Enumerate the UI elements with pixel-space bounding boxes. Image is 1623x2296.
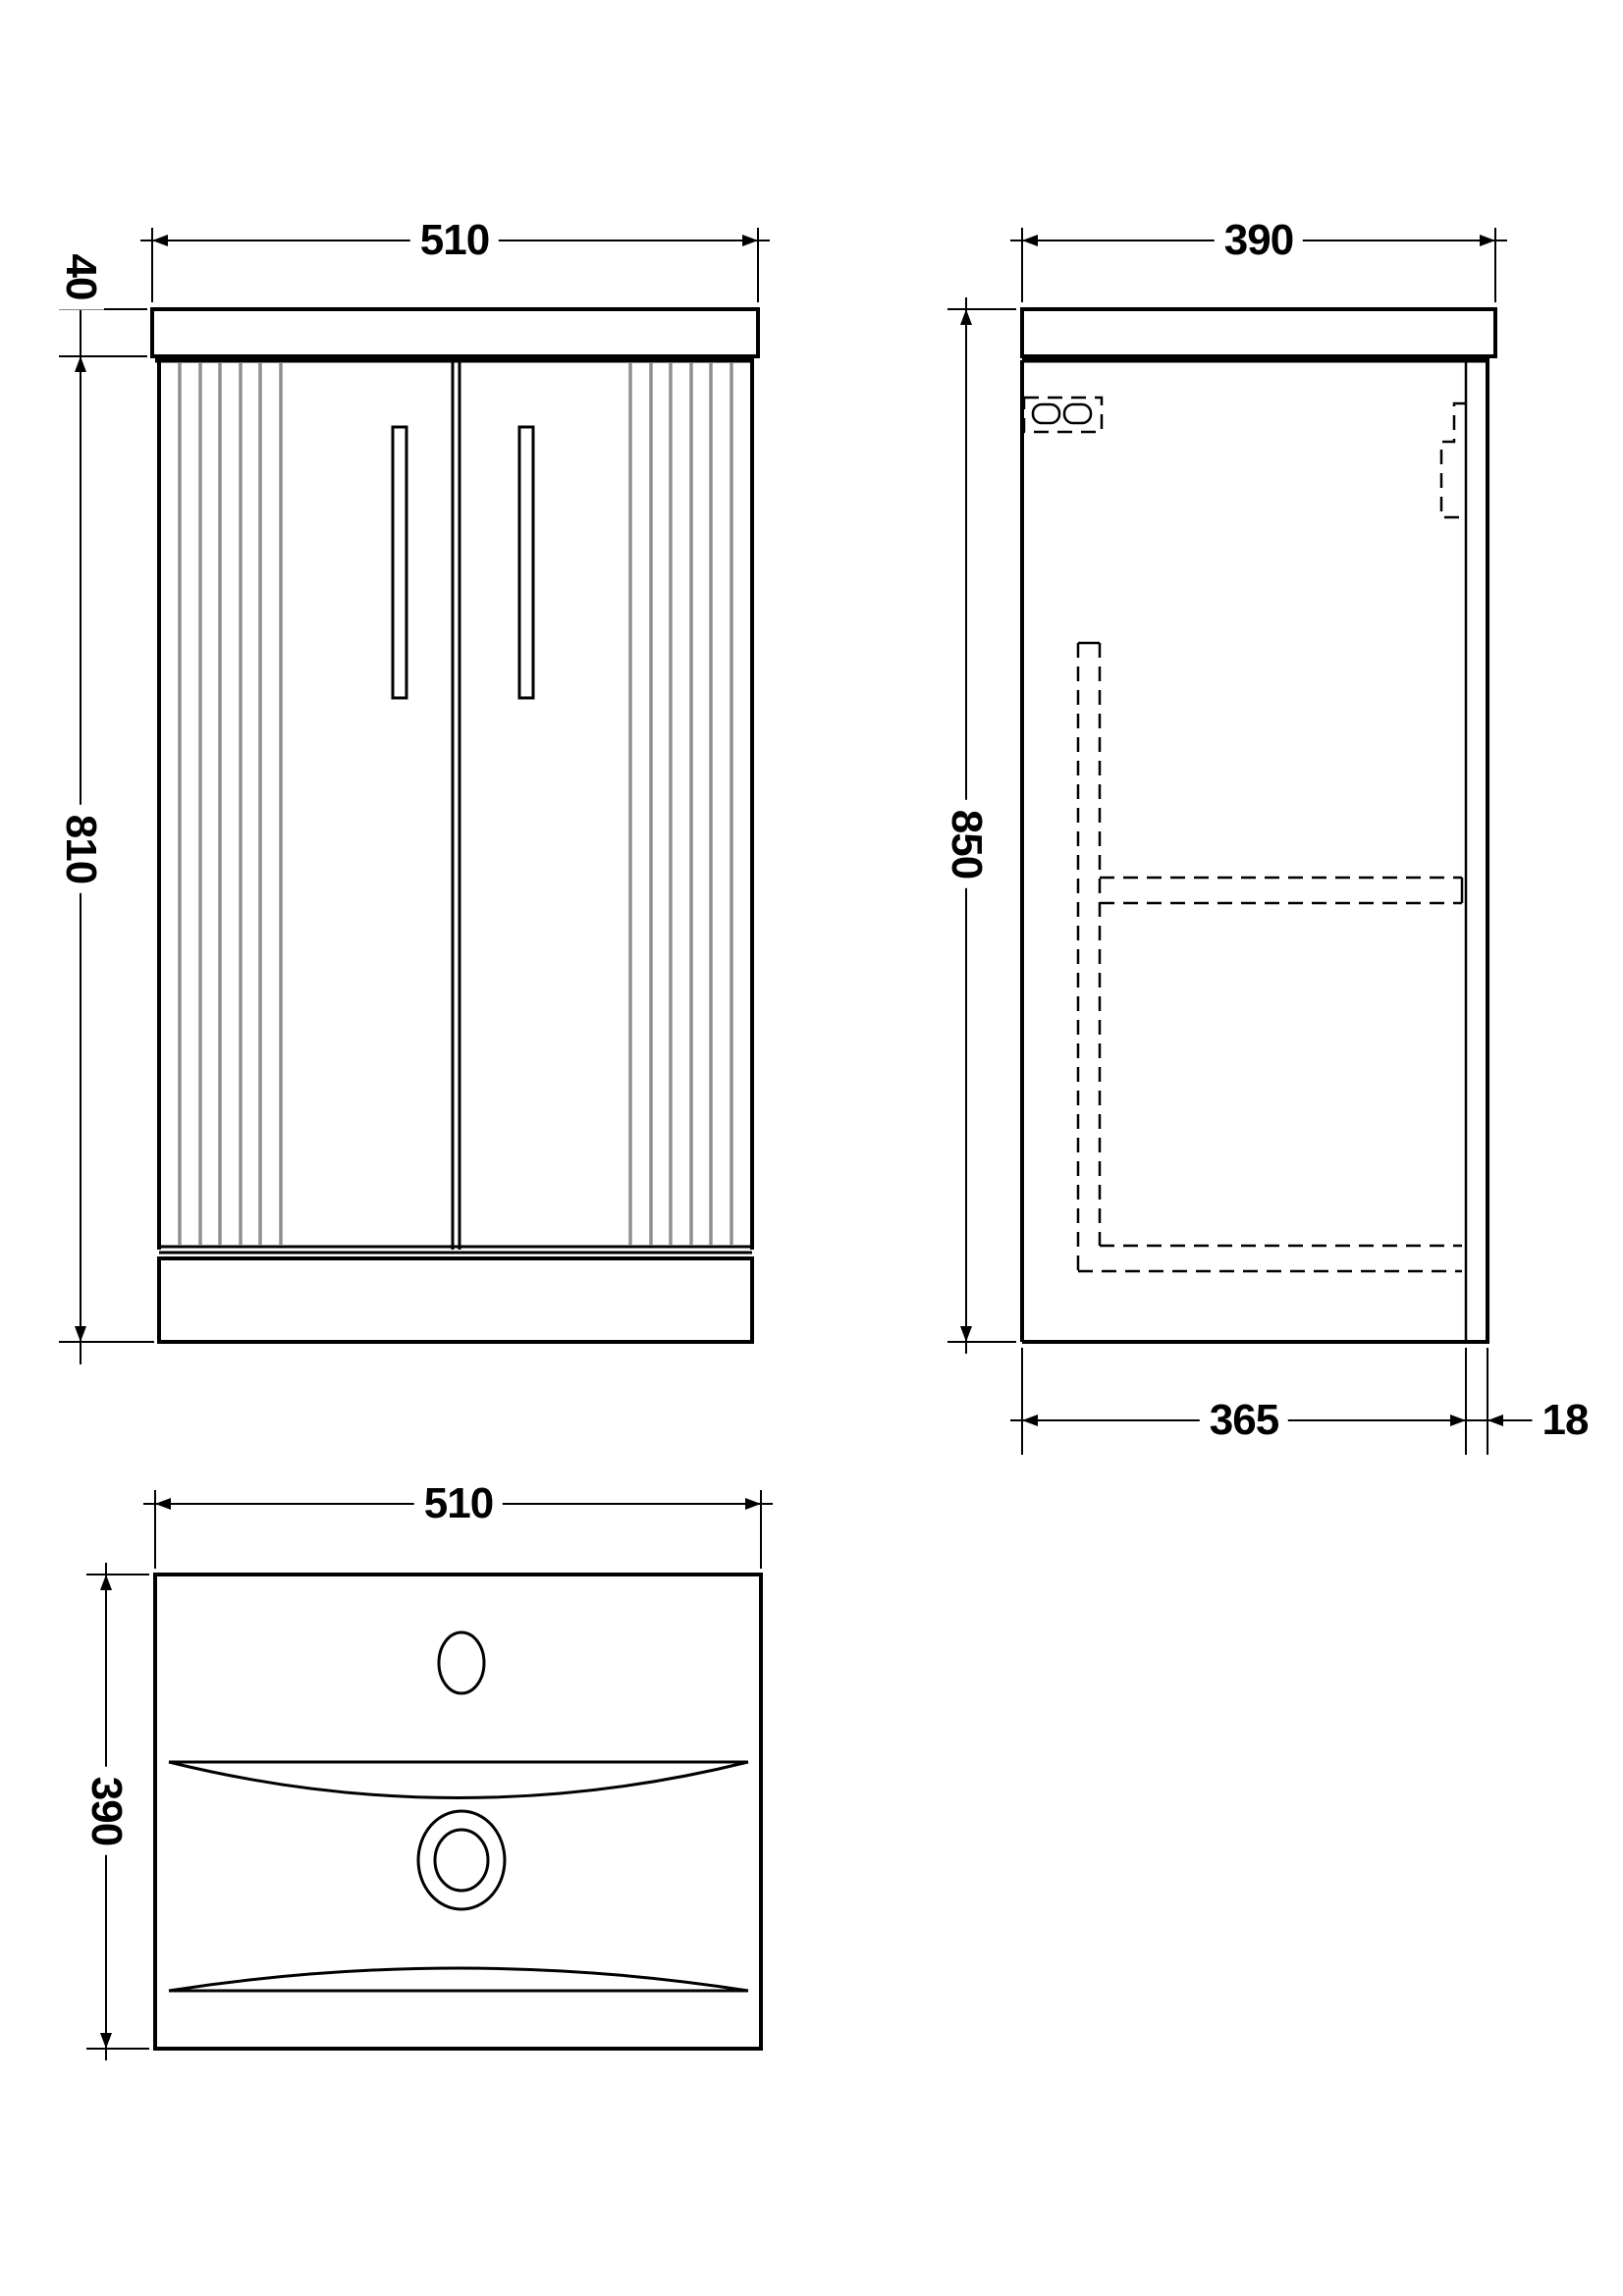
side-bottom-panel-hidden [1078,1246,1462,1271]
side-shelf-hidden [1100,878,1462,903]
front-left-door-flutes [180,363,281,1245]
side-countertop [1022,309,1495,356]
side-back-panel-hidden [1078,643,1100,1271]
front-plinth [159,1258,752,1342]
front-countertop [152,309,758,356]
front-cabinet-height-label: 810 [57,805,104,893]
plan-depth-label: 390 [82,1767,130,1855]
plan-width-label: 510 [414,1480,503,1527]
side-depth-label: 390 [1215,217,1303,264]
side-hinge-bracket-hidden [1441,403,1466,517]
front-view [59,228,770,1364]
side-view [947,228,1534,1455]
side-carcass-depth-label: 365 [1200,1397,1288,1444]
side-hinge-plate-hidden [1024,398,1102,432]
side-height-label: 850 [943,800,990,888]
front-counter-height-label: 40 [57,244,104,310]
front-left-door-handle [393,427,406,698]
front-right-door-handle [519,427,533,698]
front-width-label: 510 [410,217,499,264]
plan-view [86,1490,773,2060]
side-door-thickness-label: 18 [1533,1397,1598,1444]
front-right-door-flutes [630,363,731,1245]
